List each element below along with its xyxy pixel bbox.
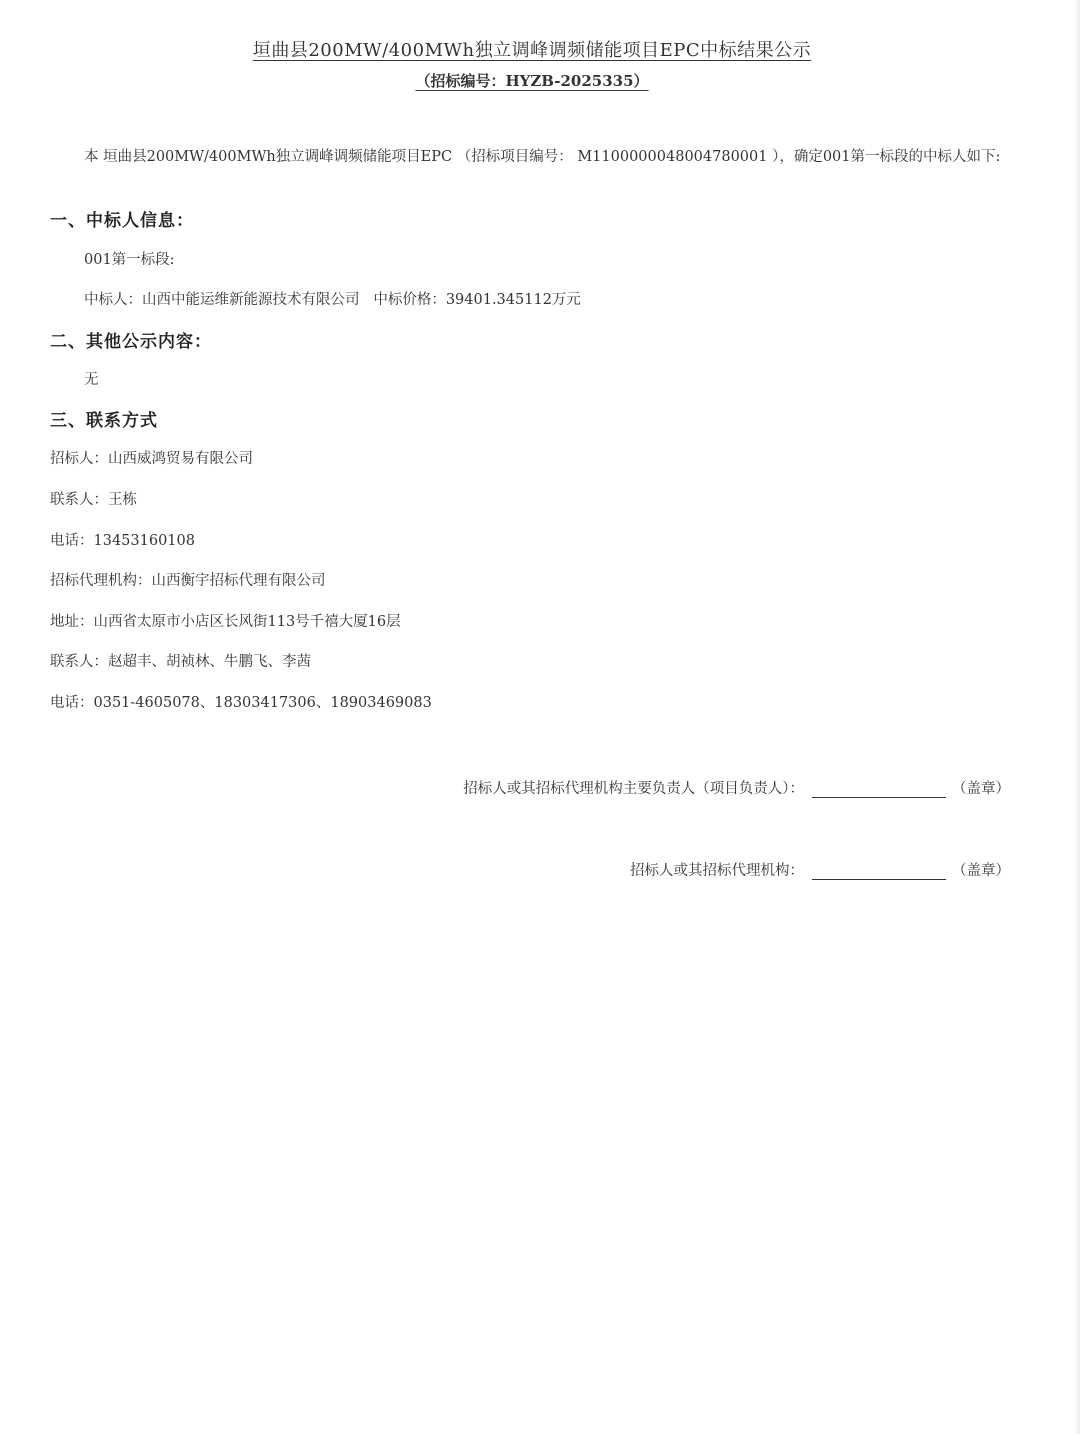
signature-principal-seal: （盖章） <box>952 781 1010 797</box>
signature-agency-row <box>630 859 1010 880</box>
signature-agency-label: 招标人或其招标代理机构： <box>630 863 804 879</box>
agency-line: 招标代理机构：山西衡宇招标代理有限公司 <box>50 573 326 589</box>
document-title: 垣曲县200MW/400MWh独立调峰调频储能项目EPC中标结果公示 <box>252 40 812 61</box>
other-content: 无 <box>84 372 99 388</box>
tender-number: （招标编号：HYZB-2025335） <box>415 72 649 90</box>
agency-contact-line: 联系人：赵超丰、胡祯林、牛鹏飞、李茜 <box>50 654 311 670</box>
tenderer-phone-line: 电话：13453160108 <box>50 533 195 549</box>
signature-principal-line <box>812 785 946 798</box>
agency-phone-line: 电话：0351-4605078、18303417306、18903469083 <box>50 695 432 711</box>
section-heading-contact: 三、联系方式 <box>50 411 158 431</box>
lot-label: 001第一标段: <box>84 252 175 268</box>
page-edge-shadow <box>1074 0 1080 1434</box>
signature-principal-label: 招标人或其招标代理机构主要负责人（项目负责人）： <box>463 781 804 797</box>
intro-paragraph: 本 垣曲县200MW/400MWh独立调峰调频储能项目EPC （招标项目编号： M1100000048004780001 ），确定001第一标段的中标人如下: <box>84 149 1001 165</box>
signature-principal-row <box>463 777 1010 798</box>
tenderer-contact-line: 联系人：王栋 <box>50 492 137 508</box>
signature-agency-seal: （盖章） <box>952 863 1010 879</box>
section-heading-other: 二、其他公示内容： <box>50 332 212 352</box>
address-line: 地址：山西省太原市小店区长风街113号千禧大厦16层 <box>50 614 401 630</box>
winner-line: 中标人：山西中能运维新能源技术有限公司 中标价格：39401.345112万元 <box>84 292 581 308</box>
tenderer-line: 招标人：山西威鸿贸易有限公司 <box>50 451 253 467</box>
signature-agency-line <box>812 867 946 880</box>
section-heading-winner-info: 一、中标人信息： <box>50 211 194 231</box>
